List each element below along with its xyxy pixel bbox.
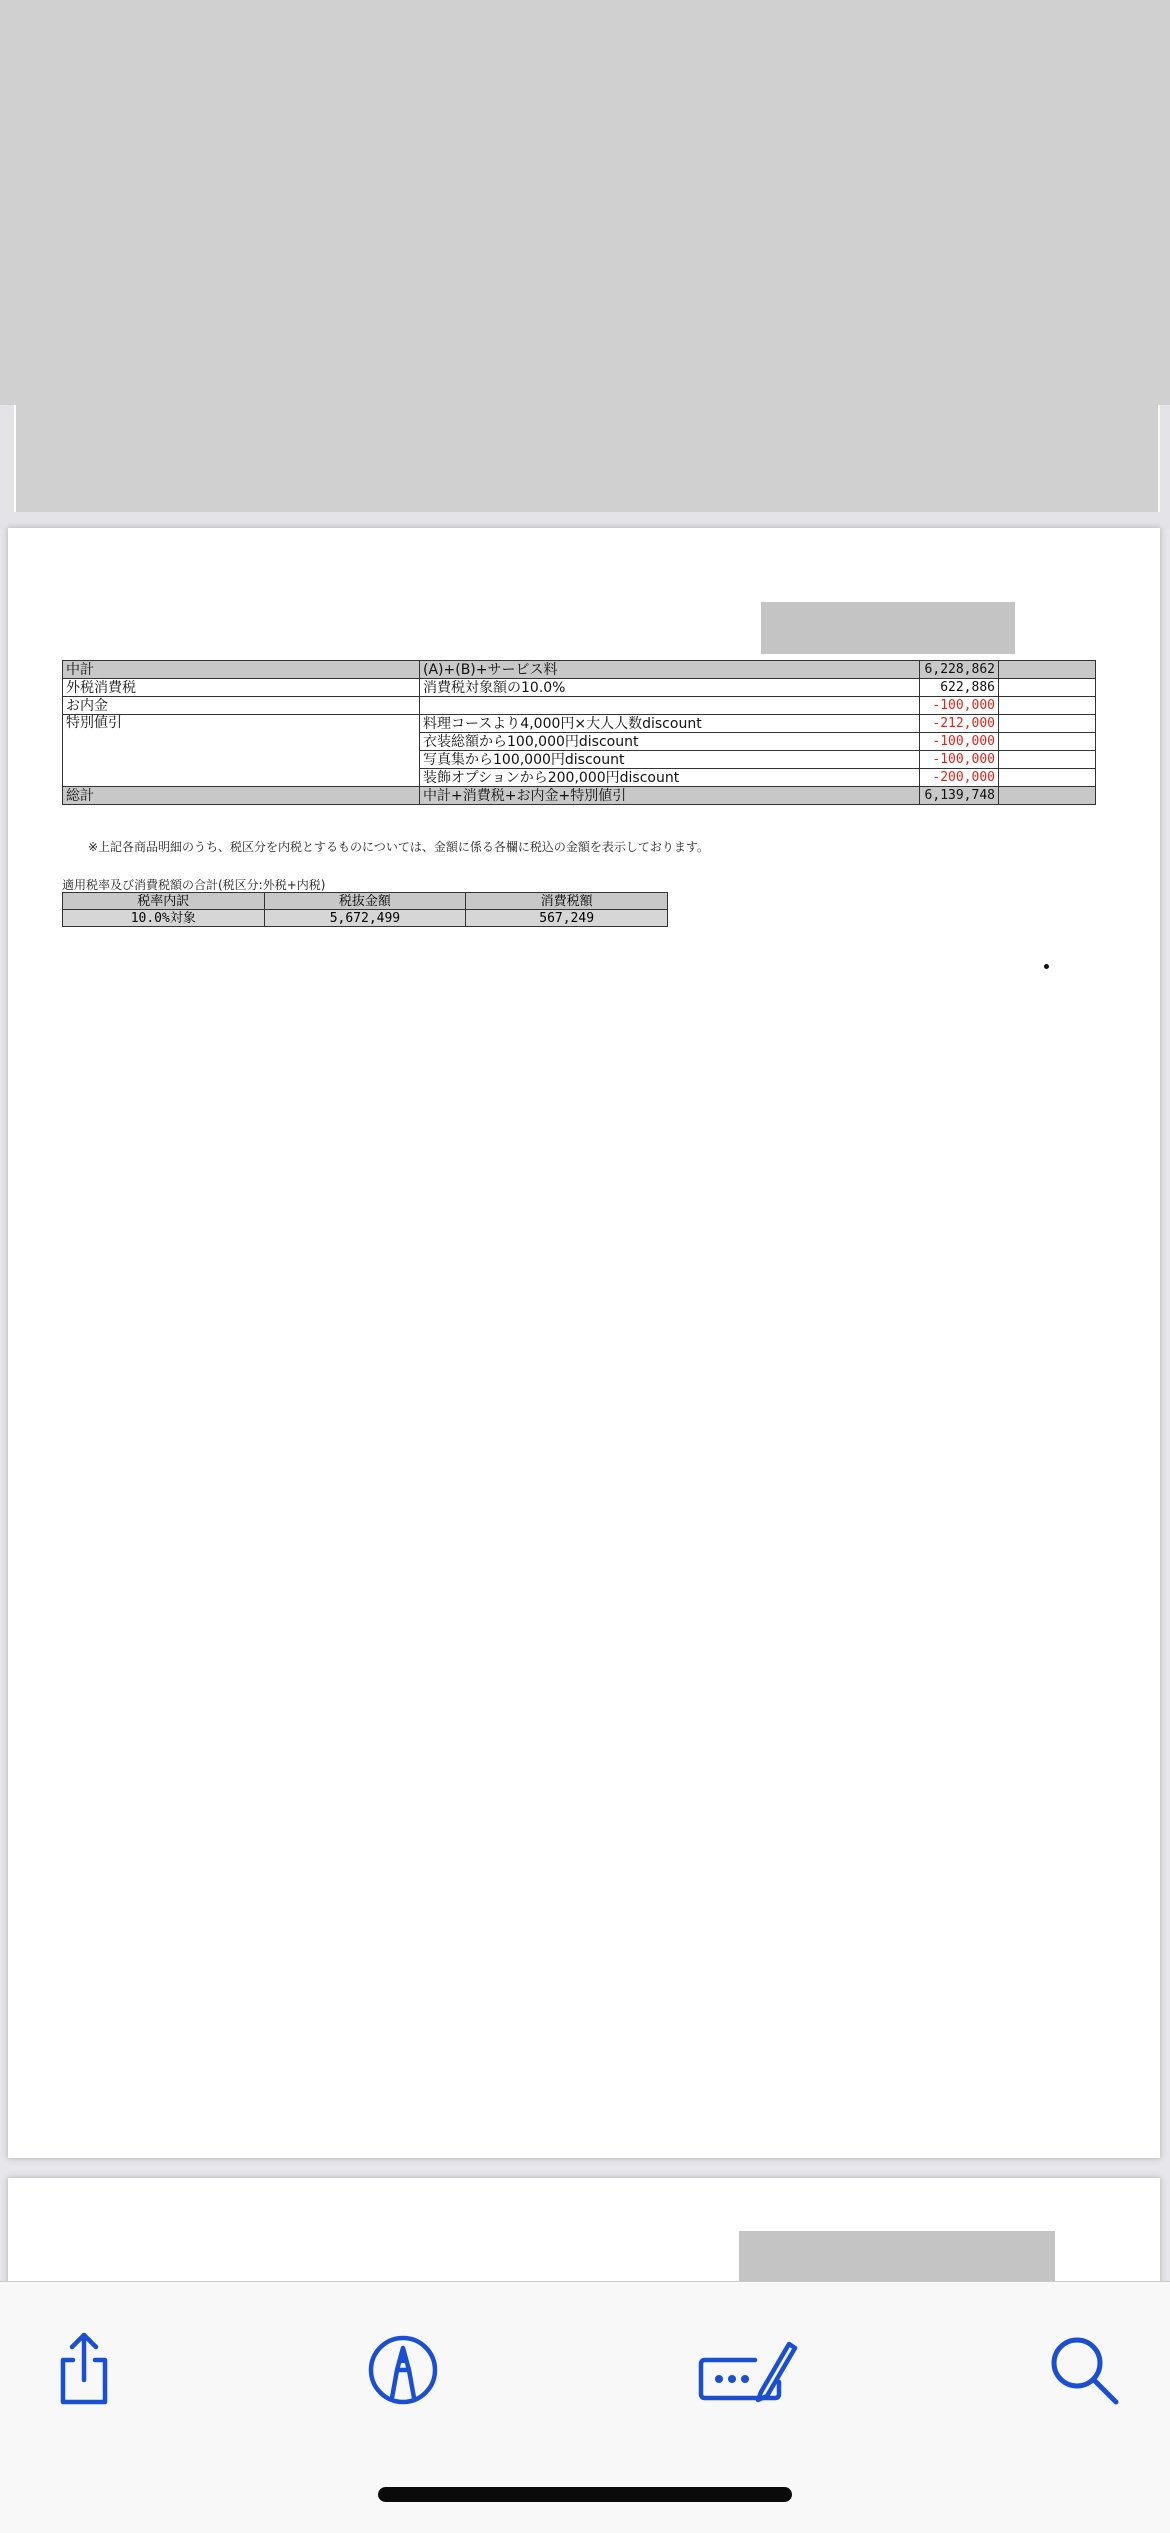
redacted-block	[761, 602, 1015, 654]
stray-dot	[1044, 964, 1049, 969]
share-button[interactable]	[36, 2322, 132, 2418]
row-blank	[999, 661, 1096, 679]
row-description	[420, 697, 920, 715]
signature-button[interactable]	[692, 2322, 802, 2418]
row-description: (A)+(B)+サービス料	[420, 661, 920, 679]
column-header: 消費税額	[466, 893, 668, 910]
row-amount: 6,139,748	[920, 787, 999, 805]
table-header-row	[63, 893, 668, 910]
row-label: お内金	[63, 697, 420, 715]
tax-caption: 適用税率及び消費税額の合計(税区分:外税+内税)	[62, 878, 326, 892]
row-amount: -100,000	[920, 733, 999, 751]
table-row	[63, 679, 1096, 697]
row-amount: -200,000	[920, 769, 999, 787]
table-cell: 567,249	[466, 910, 668, 927]
row-amount: -100,000	[920, 697, 999, 715]
previous-page-redacted	[0, 0, 1170, 530]
markup-pen-icon	[363, 2330, 443, 2410]
home-indicator[interactable]	[378, 2487, 792, 2502]
row-label: 外税消費税	[63, 679, 420, 697]
table-row	[63, 787, 1096, 805]
row-blank	[999, 733, 1096, 751]
table-cell: 5,672,499	[264, 910, 466, 927]
row-label: 総計	[63, 787, 420, 805]
table-row	[63, 910, 668, 927]
row-blank	[999, 715, 1096, 733]
next-page	[8, 2178, 1160, 2298]
markup-button[interactable]	[355, 2322, 451, 2418]
table-cell: 10.0%対象	[63, 910, 265, 927]
row-label: 中計	[63, 661, 420, 679]
share-icon	[49, 2330, 119, 2410]
row-blank	[999, 679, 1096, 697]
table-row	[63, 661, 1096, 679]
row-description: 衣装総額から100,000円discount	[420, 733, 920, 751]
row-amount: -212,000	[920, 715, 999, 733]
document-page	[8, 528, 1160, 2158]
row-description: 料理コースより4,000円×大人人数discount	[420, 715, 920, 733]
row-description: 装飾オプションから200,000円discount	[420, 769, 920, 787]
table-row	[63, 697, 1096, 715]
row-description: 中計+消費税+お内金+特別値引	[420, 787, 920, 805]
row-blank	[999, 787, 1096, 805]
search-icon	[1044, 2330, 1124, 2410]
row-blank	[999, 697, 1096, 715]
row-amount: -100,000	[920, 751, 999, 769]
row-blank	[999, 769, 1096, 787]
column-header: 税抜金額	[264, 893, 466, 910]
row-label: 特別値引	[63, 715, 420, 787]
row-amount: 6,228,862	[920, 661, 999, 679]
search-button[interactable]	[1036, 2322, 1132, 2418]
tax-note: ※上記各商品明細のうち、税区分を内税とするものについては、金額に係る各欄に税込の金額を表示しております。	[88, 840, 709, 854]
row-description: 写真集から100,000円discount	[420, 751, 920, 769]
signature-icon	[695, 2330, 799, 2410]
row-amount: 622,886	[920, 679, 999, 697]
redacted-block	[14, 405, 1160, 512]
tax-table	[62, 892, 668, 927]
row-description: 消費税対象額の10.0%	[420, 679, 920, 697]
column-header: 税率内訳	[63, 893, 265, 910]
table-row	[63, 715, 1096, 733]
redacted-block	[0, 0, 1170, 405]
row-blank	[999, 751, 1096, 769]
summary-table	[62, 660, 1096, 805]
